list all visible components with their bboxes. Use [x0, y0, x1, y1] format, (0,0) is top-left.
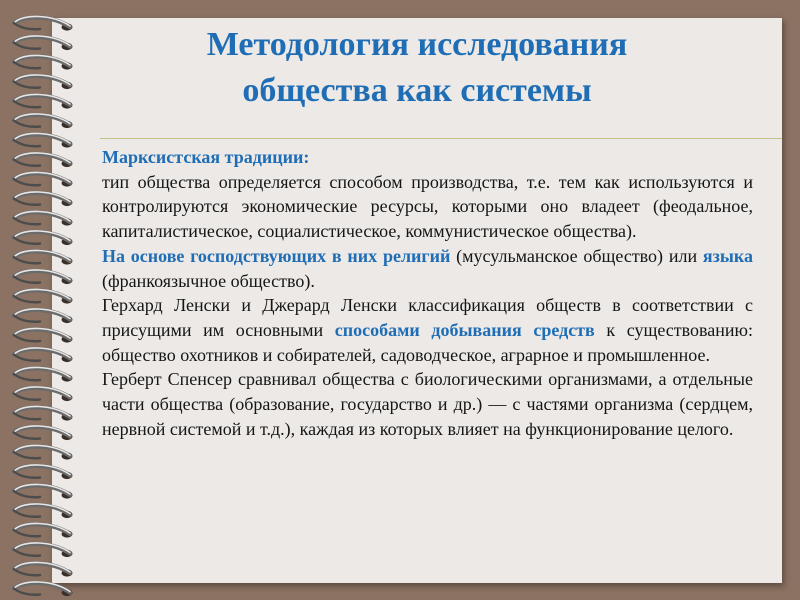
marxist-text: тип общества определяется способом производства, т.е. тем как используются и контролируются экономические ресурсы, которыми оно владеет (феодальное, капиталистическое, социалистическое, коммунистическое общества).	[102, 171, 753, 242]
lenski-text-1: Герхард Ленски и Джерард Ленски классификация обществ в соответствии с присущими им основными	[102, 295, 753, 340]
religion-text: (мусульманское общество) или	[450, 245, 703, 266]
slide-title	[52, 22, 782, 114]
title-line-1: Методология исследования	[206, 26, 628, 63]
marxist-block	[102, 145, 753, 244]
lenski-emphasis: способами добывания средств	[334, 319, 595, 340]
spencer-text: Герберт Спенсер сравнивал общества с биологическими организмами, а отдельные части общества (образование, государство и др.) — с частями организма (сердцем, нервной системой и т.д.), каждая из которых влияет на функционирование целого.	[102, 369, 753, 439]
spencer-block	[102, 367, 753, 441]
title-line-2: общества как системы	[242, 72, 592, 109]
marxist-heading: Марксистская традиции:	[102, 147, 310, 167]
language-text: (франкоязычное общество).	[102, 270, 315, 291]
title-divider	[100, 138, 782, 139]
lenski-block	[102, 293, 753, 367]
slide-body	[102, 145, 753, 441]
language-emphasis: языка	[702, 245, 754, 266]
religion-block	[102, 244, 753, 293]
lenski-text-2: к существованию: общество охотников и собирателей, садоводческое, аграрное и промышленное.	[102, 319, 753, 365]
religion-emphasis: На основе господствующих в них религий	[102, 245, 451, 266]
